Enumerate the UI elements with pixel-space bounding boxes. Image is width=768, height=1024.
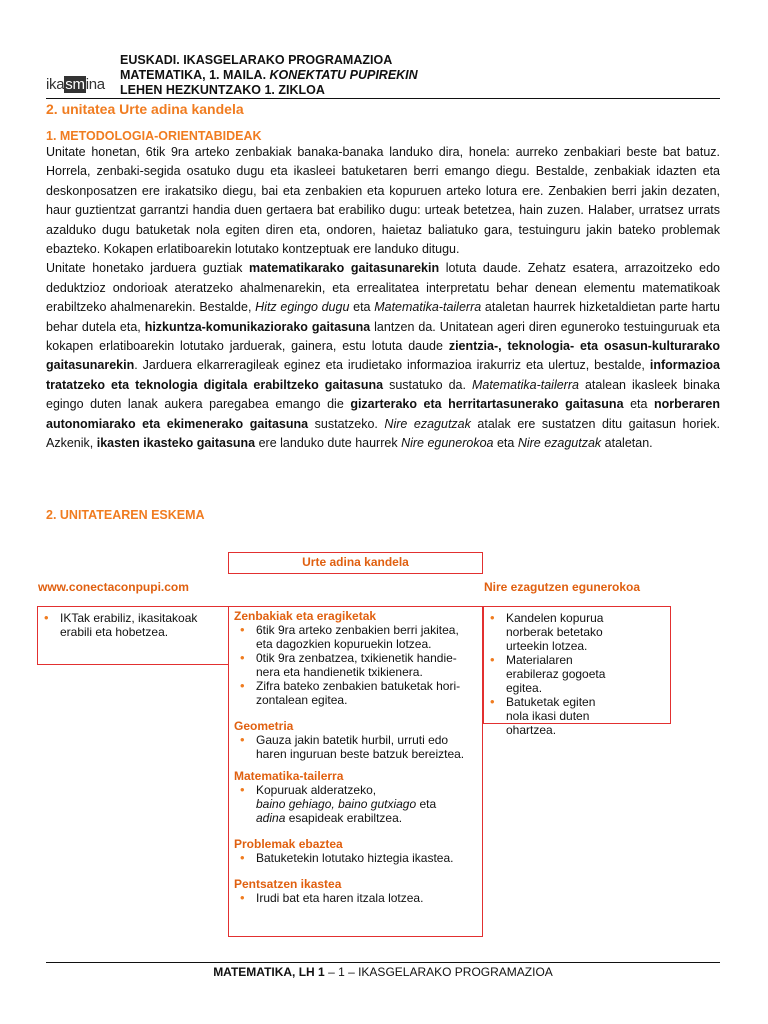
- header-line-2: MATEMATIKA, 1. MAILA. KONEKTATU PUPIREKIN: [120, 68, 418, 82]
- center-section-title: Matematika-tailerra: [234, 769, 344, 783]
- unit-title: 2. unitatea Urte adina kandela: [46, 101, 244, 117]
- left-item: • IKTak erabiliz, ikasitakoak erabili eta hobetzea.: [38, 611, 228, 639]
- scheme-title-box: [228, 552, 483, 574]
- center-box: [228, 606, 483, 937]
- ikasmina-logo: ikasmina: [46, 76, 105, 93]
- paragraph-1: Unitate honetan, 6tik 9ra arteko zenbakiak banaka-banaka landuko dira, honela: aurreko zenbakiari beste bat batuz. Horrela, zenbaki-segida osatuko dugu eta ikasleei batuketaren berri emango diegu. Bestalde, zenbakiak idazten eta deskonposatzen ere irakatsiko diegu, bai eta zenbakien eta kopuruen arteko lotura ere. Zenbakien berri jakin dezaten, haur guztientzat garrantzi handia duen gertaera bat erabiliko dugu: urteak betetzea, hain zuzen. Halaber, urratsez urrats azalduko dugu batuketak nola egiten diren eta, ondoren, haietaz baliatuko gara, testuinguru jakin bateko problemak ebazteko. Kokapen erlatiboarekin lotutako kontzeptuak ere landuko ditugu.: [46, 145, 720, 257]
- paragraph-2: Unitate honetako jarduera guztiak matematikarako gaitasunarekin lotuta daude. Zehatz esatera, arrazoitzeko edo deduktzioz ondorioak ateratzeko ahalmenarekin, eta errealitatea interpretatu behar denean elementu matematikoak erabiltzeko ahalmenarekin. Bestalde, Hitz egingo dugu eta Matematika-tailerra ataletan haurrek hizketaldietan parte hartu behar dutela eta, hizkuntza-komunikaziorako gaitasuna lantzen da. Unitatean ageri diren eguneroko testuinguruak eta kokapen erlatiboarekin lotutako jarduerak, gainera, estu lotuta daude zientzia-, teknologia- eta osasun-kulturarako gaitasunarekin. Jarduera elkarreragileak eginez eta irudietako informazioa irakurriz eta ulertuz, bestalde, informazioa tratatzeko eta teknologia digitala erabiltzeko gaitasuna sustatuko da. Matematika-tailerra atalean ikasleek binaka egingo duten lanak aukera paregabea emango die gizarterako eta herritartasunerako gaitasuna eta norberaren autonomiarako eta ekimenerako gaitasuna sustatzeko. Nire ezagutzak atalak ere sustatzen ditu gaitasun horiek. Azkenik, ikasten ikasteko gaitasuna ere landuko dute haurrek Nire egunerokoa eta Nire ezagutzak ataletan.: [46, 261, 721, 451]
- page-footer: MATEMATIKA, LH 1 – 1 – IKASGELARAKO PROGRAMAZIOA: [213, 965, 553, 979]
- right-item: • Materialaren erabileraz gogoeta egitea.: [484, 653, 670, 695]
- right-item: • Batuketak egiten nola ikasi duten ohartzea.: [484, 695, 670, 737]
- left-box: [37, 606, 229, 665]
- right-box-title: Nire ezagutzen egunerokoa: [484, 580, 641, 594]
- center-item: • Kopuruak alderatzeko, baino gehiago, baino gutxiago eta adina esapideak erabiltzea.: [234, 783, 476, 825]
- header-line-3: LEHEN HEZKUNTZAKO 1. ZIKLOA: [120, 83, 325, 97]
- center-item: • 0tik 9ra zenbatzea, txikienetik handie-nera eta handienetik txikienera.: [234, 651, 476, 679]
- center-item: • Zifra bateko zenbakien batuketak hori-zontalean egitea.: [234, 679, 476, 707]
- center-section-title: Zenbakiak eta eragiketak: [234, 609, 377, 623]
- header-line-1: EUSKADI. IKASGELARAKO PROGRAMAZIOA: [120, 53, 393, 67]
- center-section-title: Problemak ebaztea: [234, 837, 343, 851]
- section-1-title: 1. METODOLOGIA-ORIENTABIDEAK: [46, 129, 262, 143]
- left-box-title: www.conectaconpupi.com: [38, 580, 189, 594]
- center-item: • 6tik 9ra arteko zenbakien berri jakitea, eta dagozkien kopuruekin lotzea.: [234, 623, 476, 651]
- scheme-title: Urte adina kandela: [302, 555, 409, 569]
- section-2-title: 2. UNITATEAREN ESKEMA: [46, 508, 205, 522]
- header-rule: [46, 98, 720, 99]
- section-1-body: [46, 143, 720, 454]
- right-item: • Kandelen kopurua norberak betetako urteekin lotzea.: [484, 611, 670, 653]
- center-item: • Irudi bat eta haren itzala lotzea.: [234, 891, 476, 905]
- center-section-title: Pentsatzen ikastea: [234, 877, 342, 891]
- center-section-title: Geometria: [234, 719, 294, 733]
- footer-rule: [46, 962, 720, 963]
- center-item: • Gauza jakin batetik hurbil, urruti edo haren inguruan beste batzuk bereiztea.: [234, 733, 476, 761]
- right-box: [483, 606, 671, 737]
- center-item: • Batuketekin lotutako hiztegia ikastea.: [234, 851, 476, 865]
